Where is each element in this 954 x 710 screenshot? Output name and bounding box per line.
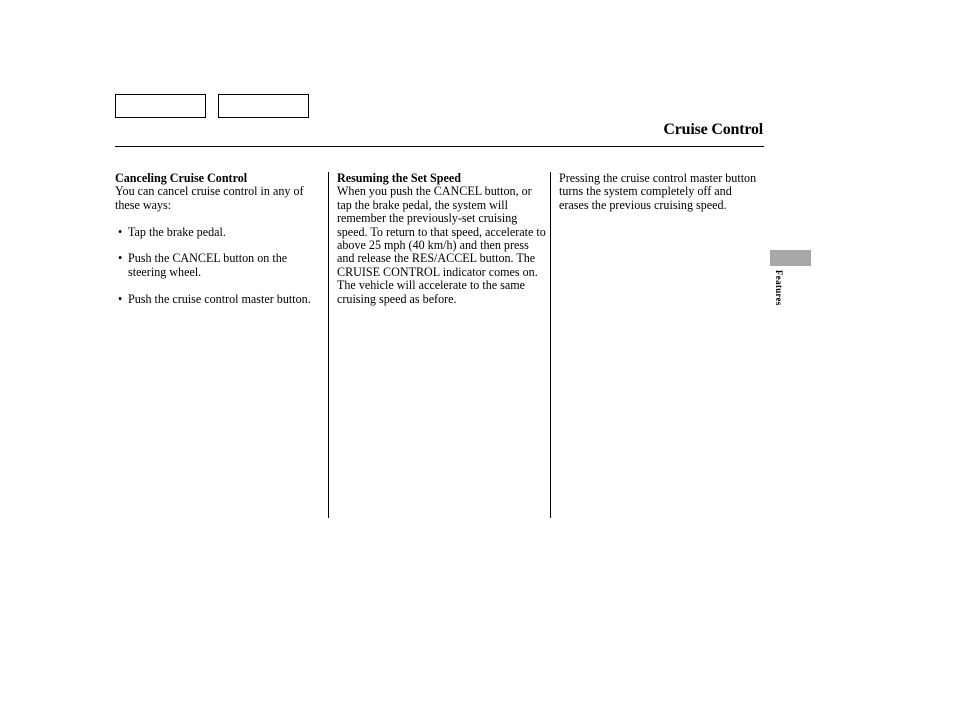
nav-button-1[interactable] [115, 94, 206, 118]
heading-resuming: Resuming the Set Speed [337, 171, 461, 185]
column-canceling [115, 172, 318, 306]
column-resuming [337, 172, 546, 306]
bullet-icon: • [118, 224, 123, 239]
title-rule [115, 146, 764, 147]
bullet-icon: • [118, 291, 123, 306]
master-body: Pressing the cruise control master button turns the system completely off and erases the previous cruising speed. [559, 171, 757, 212]
resuming-body: When you push the CANCEL button, or tap the brake pedal, the system will remember the previously-set cruising speed. To return to that speed, accelerate to above 25 mph (40 km/h) and then press and release the RES/ACCEL button. The CRUISE CONTROL indicator comes on. The vehicle will accelerate to the same cruising speed as before. [337, 184, 546, 306]
bullet-text: Tap the brake pedal. [128, 224, 226, 239]
bullet-text: Push the cruise control master button. [128, 291, 311, 306]
bullet-icon: • [118, 251, 123, 266]
list-item [115, 226, 318, 239]
nav-button-2[interactable] [218, 94, 309, 118]
canceling-bullet-list [115, 226, 318, 306]
page-title: Cruise Control [663, 121, 763, 138]
bullet-text: Push the CANCEL button on the steering wheel. [128, 251, 288, 279]
list-item [115, 252, 318, 279]
column-master [559, 172, 759, 212]
canceling-intro: You can cancel cruise control in any of these ways: [115, 184, 304, 212]
heading-canceling: Canceling Cruise Control [115, 171, 248, 185]
section-tab-marker[interactable] [770, 250, 811, 266]
list-item [115, 293, 318, 306]
section-tab-label: Features [774, 270, 784, 306]
column-divider [328, 172, 329, 518]
column-divider [550, 172, 551, 518]
